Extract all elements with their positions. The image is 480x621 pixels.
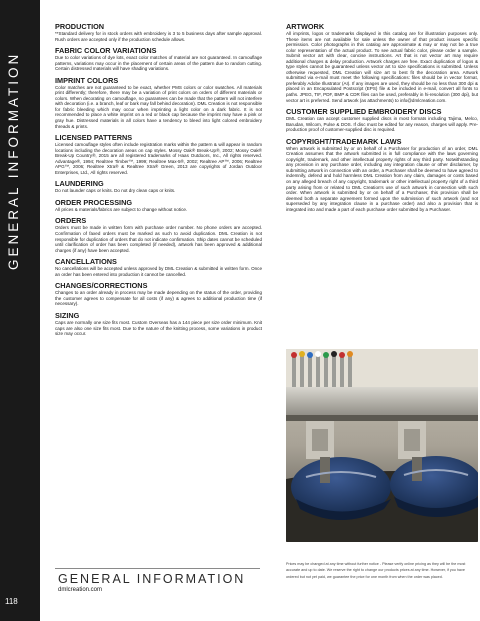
section-text: Do not launder caps or knits. Do not dry clean caps or knits. [55, 188, 176, 194]
section-title: PRODUCTION [55, 22, 105, 31]
section-fabric-color-variations [55, 46, 262, 72]
section-order-processing [55, 198, 262, 213]
footer-pricing-note: Prices may be changed at any time without further notice - Please verify online pricing as they will be the most accurate and up to date. We reserve the right to change our products prices at any time. However, if you have ordered but not yet paid, we guarantee the price for one month from when the order was placed. [286, 562, 466, 579]
section-title: ORDERS [55, 216, 87, 226]
section-text: No cancellations will be accepted unless approved by DML Creation & submitted in written form. Once an order has been entered into production it cannot be cancelled. [55, 266, 262, 277]
section-sizing [55, 311, 262, 337]
embroidery-machine-illustration [286, 349, 478, 542]
section-title: ORDER PROCESSING [55, 197, 133, 207]
footer-divider [55, 568, 260, 569]
section-orders [55, 216, 262, 253]
section-title: ARTWORK [286, 22, 325, 31]
section-text: Orders must be made in written form with purchase order number. No phone orders are accepted. Confirmation of faxed orders must be marked as such to avoid duplication. DML Creation is not responsible for duplication of orders that do not indicate confirmation. Ship dates cannot be scheduled until clarification of order has been completed (if needed), artwork has been approved & additional charges (if any) have been accepted. [55, 225, 262, 253]
sidebar-title: GENERAL INFORMATION [6, 51, 21, 270]
section-text: **Standard delivery for in stock orders with embroidery is 3 to 5 business days after sample approval. Rush orders are accepted only if the production schedule allows. [55, 31, 262, 42]
section-title: LICENSED PATTERNS [55, 133, 133, 143]
footer-title: GENERAL INFORMATION [58, 572, 246, 586]
footer-url-link[interactable]: dmlcreation.com [58, 587, 103, 593]
section-customer-supplied-discs [286, 107, 478, 133]
section-title: CUSTOMER SUPPLIED EMBROIDERY DISCS [286, 107, 442, 117]
section-text: Caps are normally one size fits most. Custom Overseas has a 144 piece per size order minimum. Knit caps are also one size fits most. Due to the nature of the knitting process, some variations in product size may occur. [55, 319, 262, 337]
section-title: LAUNDERING [55, 179, 104, 189]
left-column [55, 22, 262, 341]
section-text: Color matches are not guaranteed to be exact, whether PMS colors or color swatches. All materials print differently; therefore, there may be a variation of print colors on orders of different materials or colors. When decorating on camouflage, no guarantees can be made that the pattern will not interfere with decoration (i.e. a branch, leaf or bark may fall behind decoration). DML Creation is not responsible for fabric bleeding which may occur when imprinting a light color on a dark fabric. It is not recommended to place a white imprint on a red or black cap because the imprint may have a pink or gray hue. Distressed materials in all colors have a tendency to bleed into light colored embroidery threads & prints. [55, 84, 262, 129]
section-text: When artwork is submitted by or on behalf of a Purchaser for production of an order, DML Creation assumes that the artwork submitted is in full compliance with the laws governing copyright, trademark, and other intellectual property rights of any third party. Notwithstanding any provision in any purchase order, including any integration clause or other disclaimer, by submitting artwork in connection with an order, a Purchaser shall be deemed to have agreed to indemnify, defend and hold harmless DML Creation from any claim, damages or costs based on any alleged breach of any copyright, trademark or other intellectual property right of a third party arising from or related to DML Creation's use of such artwork in connection with such order. When artwork is submitted by or on behalf of a Purchaser, this provision shall be deemed both a separate agreement formed upon the submission of such artwork (and not superseded by any integration clause in a purchase order) and also a provision that is integrated into and made a part of each purchase order submitted by a Purchaser. [286, 145, 478, 212]
section-text: Changes to an order already in process may be made depending on the status of the order, providing the customer agrees to compensate for all costs (if any) & agrees to additional production time (if necessary). [55, 290, 262, 307]
section-title: SIZING [55, 310, 80, 320]
section-text: Due to color variations of dye lots, exact color matches of material are not guaranteed. In camouflage patterns, variations may occur in the placement of certain areas of the pattern due to random cutting. Certain distressed materials will have shading variations. [55, 55, 262, 72]
section-text: Licensed camouflage styles often include registration marks within the pattern & will appear in random locations including the decoration areas on cap styles. Mossy Oak® Break-Up®, 2002; Mossy Oak® Break-Up Country®, 2015 are all registered trademarks of Haas Outdoors, Inc., All rights reserved. Advantage®, 1994; Realtree Timber™, 1999; Realtree Max-5®, 2002; Realtree AP™, 2006; Realtree APG™, 2006; Realtree Xtra® & Realtree Xtra® Green, 2013 are copyrights of Jordan Outdoor Enterprises, Ltd., All rights reserved. [55, 142, 262, 175]
sidebar [0, 0, 40, 621]
section-title: COPYRIGHT/TRADEMARK LAWS [286, 136, 402, 146]
right-column [286, 22, 478, 216]
section-changes-corrections [55, 281, 262, 307]
section-text: All imprints, logos or trademarks displayed in this catalog are for illustration purposes only. These items are not available for sale unless the owner of that product issues specific permission. Color photographs in this catalog are approximate & may or may not be a true color representation of the actual product. To see actual fabric color, please order a sample. Submit vector art with clear, concise instructions. Art that is not vector art may require additional charges & delay production. Artwork charges are free. Exact duplication of logos & type styles cannot be guaranteed unless vector art to size specifications is submitted. Unless otherwise requested, DML Creation will size art to best fit the decoration area. Artwork submitted via e-mail must meet the following specifications: files should be in vector format, preferably Adobe Illustrator (AI). If any images are used, they should be no less than 300 dpi & placed in an Encapsulated Postscript (EPS) file & be included in e-mail, convert all fonts to paths. JPEG, TIF, PDF, BMP & CDR files can be used, preferably in hi-resolution (300 dpi), but vector art is preferred. Send artwork (as attachments) to info@dmlcreation.com. [286, 31, 478, 103]
section-artwork [286, 22, 478, 103]
section-production [55, 22, 262, 42]
section-title: IMPRINT COLORS [55, 75, 119, 85]
section-cancellations [55, 257, 262, 277]
section-laundering [55, 179, 262, 194]
section-title: CHANGES/CORRECTIONS [55, 281, 148, 291]
section-text: All prices & materials/fabrics are subject to change without notice. [55, 206, 188, 212]
page-number: 118 [5, 597, 18, 606]
section-title: FABRIC COLOR VARIATIONS [55, 46, 157, 56]
section-licensed-patterns [55, 133, 262, 175]
section-copyright-trademark [286, 137, 478, 213]
section-imprint-colors [55, 76, 262, 129]
section-text: DML Creation can accept customer supplied discs in most formats including Tajima, Melco, Barudan, Wilcom, Pulse & DOS. If disc must be edited for any reason, charges will apply. Pre-production proof of customer-supplied disc is required. [286, 116, 478, 133]
embroidery-machine-photo [286, 349, 478, 542]
section-title: CANCELLATIONS [55, 257, 117, 267]
